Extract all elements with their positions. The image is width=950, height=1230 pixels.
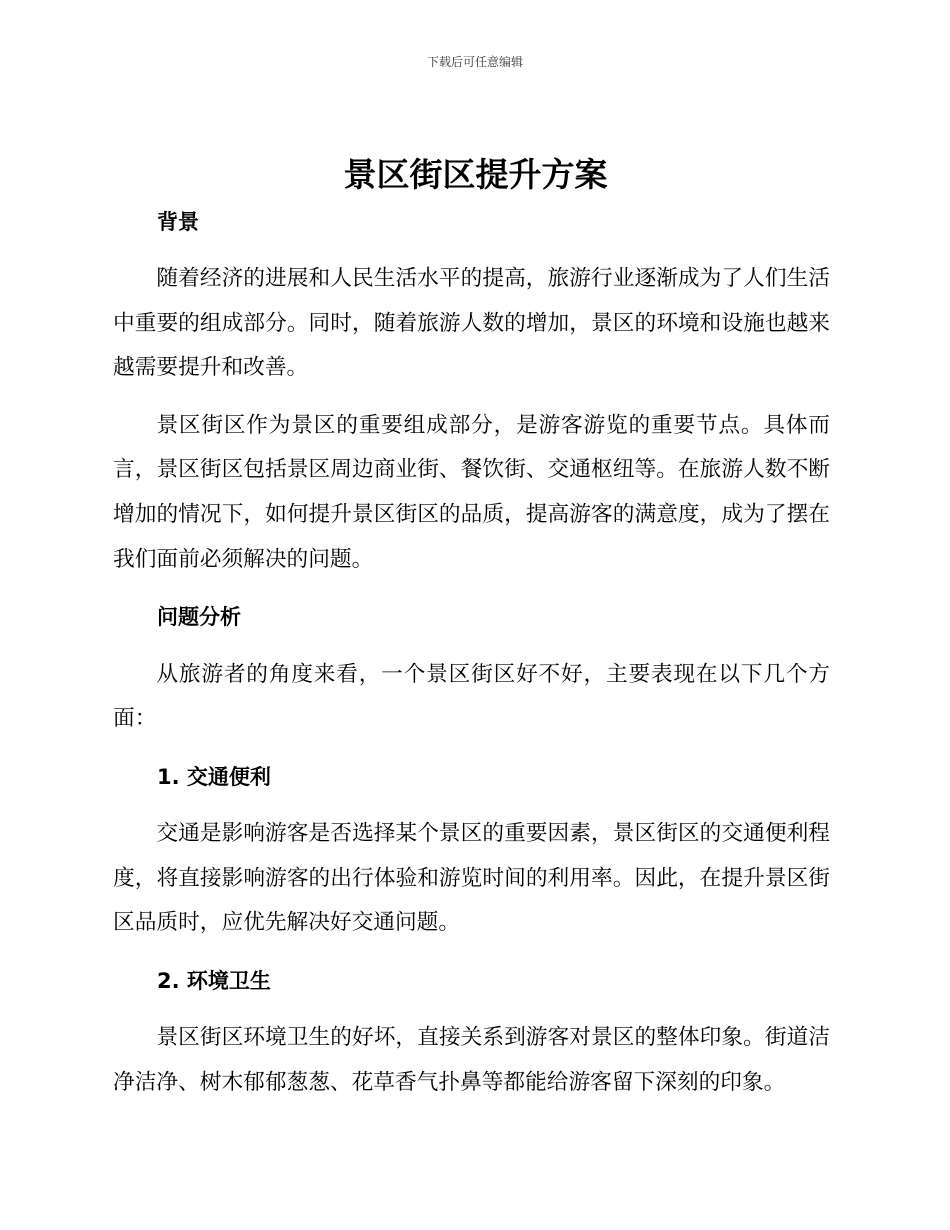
header-note: 下载后可任意编辑 [426, 55, 523, 69]
section-heading-background: 背景 [157, 209, 199, 234]
document-title: 景区街区提升方案 [343, 155, 608, 194]
section-heading-problem-analysis: 问题分析 [157, 605, 241, 630]
paragraph: 景区街区作为景区的重要组成部分，是游客游览的重要节点。具体而言，景区街区包括景区周边商业街、餐饮街、交通枢纽等。在旅游人数不断增加的情况下，如何提升景区街区的品质，提高游客的满意度，成为了摆在我们面前必须解决的问题。 [113, 412, 830, 572]
section-background [113, 200, 830, 583]
section-heading-transport: 1. 交通便利 [157, 764, 271, 789]
section-sanitation [113, 959, 830, 1106]
document-body [113, 150, 830, 1106]
paragraph: 随着经济的进展和人民生活水平的提高，旅游行业逐渐成为了人们生活中重要的组成部分。同时，随着旅游人数的增加，景区的环境和设施也越来越需要提升和改善。 [113, 266, 830, 381]
section-heading-sanitation: 2. 环境卫生 [157, 968, 271, 993]
paragraph: 从旅游者的角度来看，一个景区街区好不好，主要表现在以下几个方面： [113, 661, 830, 732]
paragraph: 交通是影响游客是否选择某个景区的重要因素，景区街区的交通便利程度，将直接影响游客的出行体验和游览时间的利用率。因此，在提升景区街区品质时，应优先解决好交通问题。 [113, 821, 830, 936]
paragraph: 景区街区环境卫生的好坏，直接关系到游客对景区的整体印象。街道洁净洁净、树木郁郁葱葱、花草香气扑鼻等都能给游客留下深刻的印象。 [113, 1025, 830, 1095]
section-transport [113, 755, 830, 946]
section-problem-analysis [113, 595, 830, 742]
